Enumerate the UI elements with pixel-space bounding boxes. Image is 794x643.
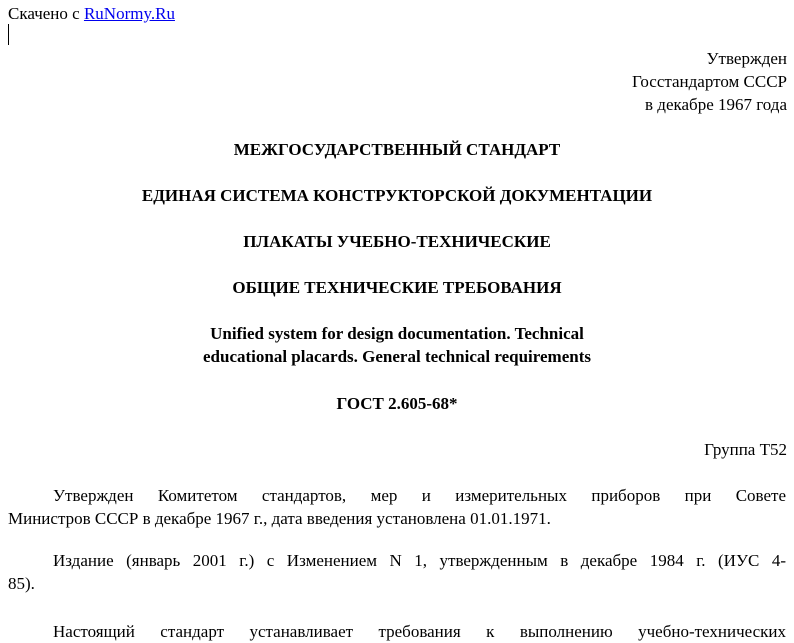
paragraph-scope bbox=[8, 620, 786, 643]
paragraph-line: Настоящий стандарт устанавливает требования к выполнению учебно-технических bbox=[53, 622, 786, 641]
paragraph-approval bbox=[8, 484, 786, 530]
approval-block bbox=[632, 47, 787, 116]
english-title-line-2: educational placards. General technical requirements bbox=[203, 347, 591, 366]
english-title bbox=[0, 322, 794, 368]
gost-number: ГОСТ 2.605-68* bbox=[336, 394, 458, 413]
subtitle-heading: ОБЩИЕ ТЕХНИЧЕСКИЕ ТРЕБОВАНИЯ bbox=[232, 278, 562, 297]
standard-type-heading: МЕЖГОСУДАРСТВЕННЫЙ СТАНДАРТ bbox=[233, 140, 561, 159]
approval-line-3: в декабре 1967 года bbox=[645, 95, 787, 114]
system-heading: ЕДИНАЯ СИСТЕМА КОНСТРУКТОРСКОЙ ДОКУМЕНТАЦИИ bbox=[141, 186, 653, 205]
text-cursor bbox=[8, 24, 9, 45]
paragraph-line: Министров СССР в декабре 1967 г., дата введения установлена 01.01.1971. bbox=[8, 509, 551, 528]
english-title-line-1: Unified system for design documentation. Technical bbox=[210, 324, 584, 343]
paragraph-line: Утвержден Комитетом стандартов, мер и измерительных приборов при Совете bbox=[53, 486, 786, 505]
approval-line-1: Утвержден bbox=[706, 49, 787, 68]
source-link[interactable]: RuNormy.Ru bbox=[83, 4, 175, 23]
paragraph-line: Издание (январь 2001 г.) с Изменением N 1, утвержденным в декабре 1984 г. (ИУС 4- bbox=[53, 551, 786, 570]
paragraph-line: 85). bbox=[8, 574, 35, 593]
source-prefix: Скачено с bbox=[8, 4, 84, 23]
title-heading: ПЛАКАТЫ УЧЕБНО-ТЕХНИЧЕСКИЕ bbox=[243, 232, 551, 251]
group-label: Группа Т52 bbox=[704, 440, 787, 459]
approval-line-2: Госстандартом СССР bbox=[632, 72, 787, 91]
paragraph-edition bbox=[8, 549, 786, 595]
source-line bbox=[8, 2, 175, 25]
